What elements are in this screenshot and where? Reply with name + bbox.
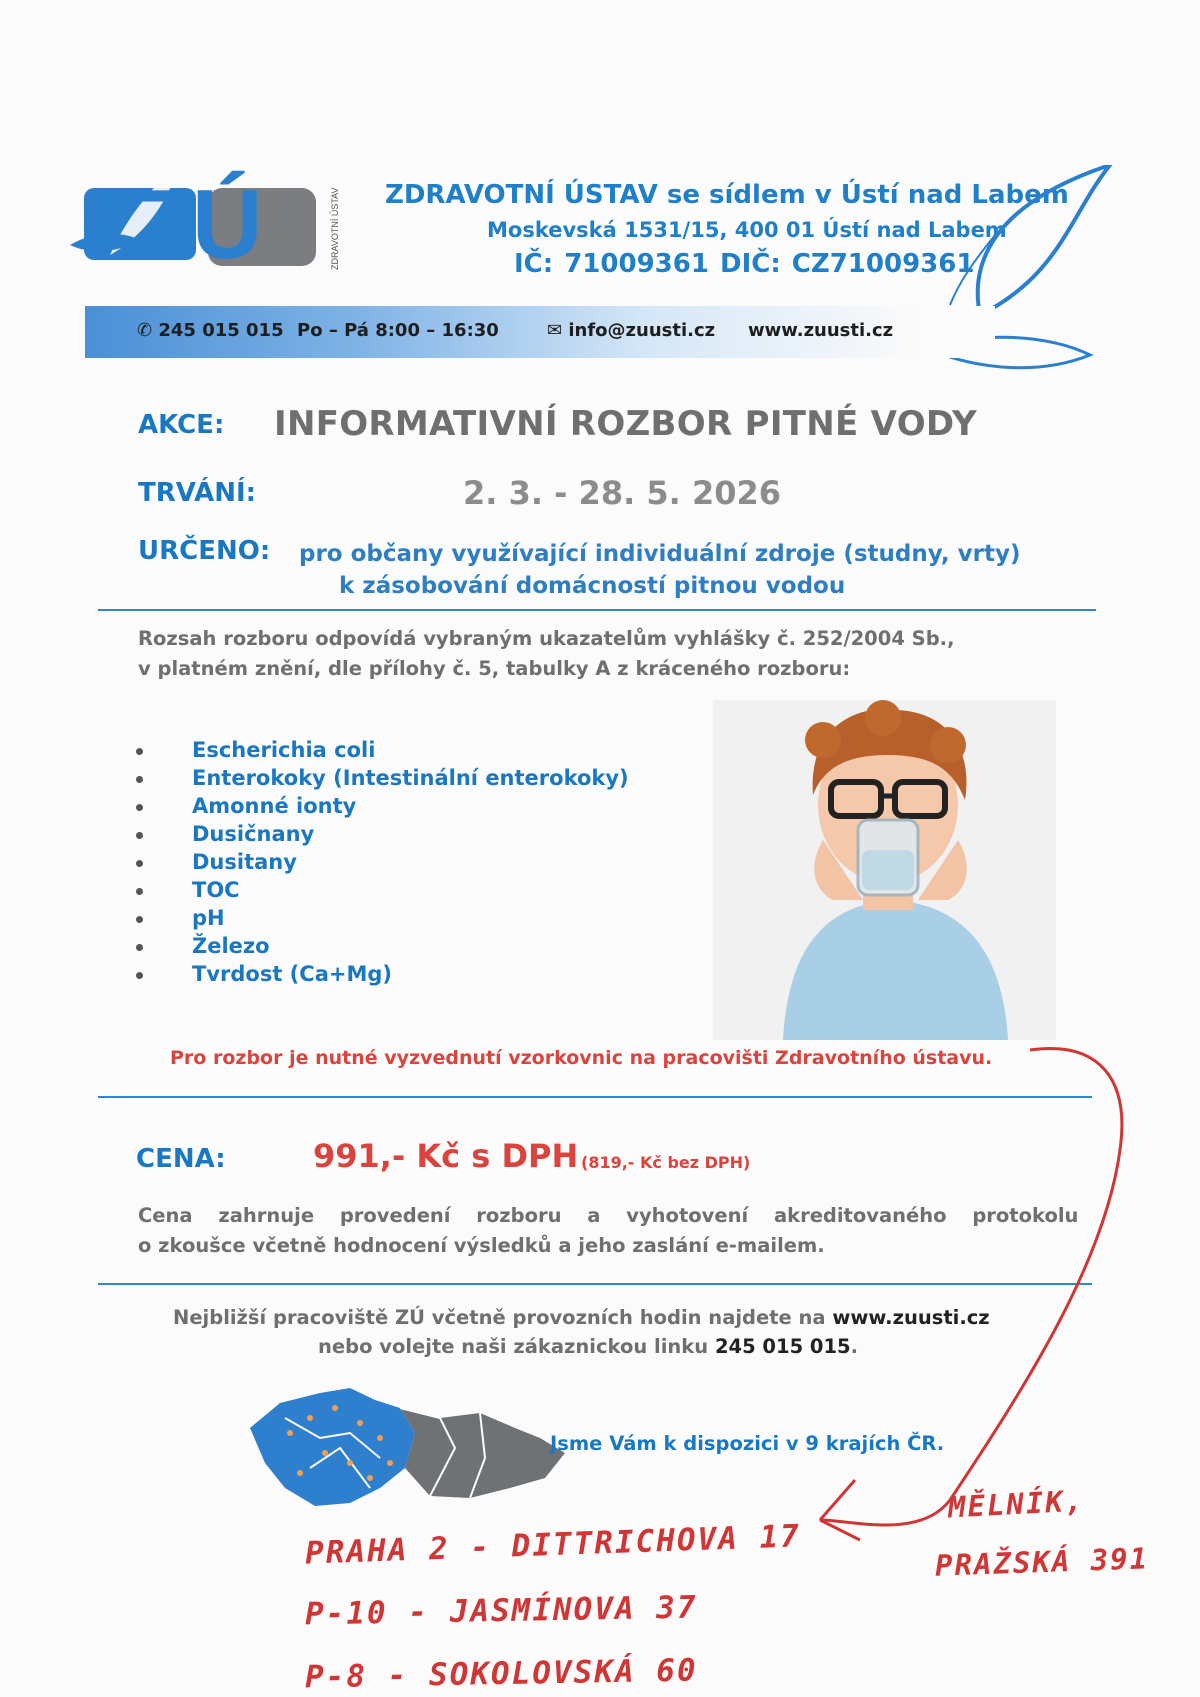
handwritten-praha2: PRAHA 2 - DITTRICHOVA 17 — [304, 1518, 802, 1572]
contact-phone[interactable]: ✆ 245 015 015 — [137, 320, 284, 341]
hair-curl — [805, 722, 841, 758]
bullet-icon — [136, 804, 143, 811]
contact-hours: Po – Pá 8:00 – 16:30 — [297, 320, 499, 341]
contact-bar — [85, 306, 995, 358]
bullet-icon — [136, 832, 143, 839]
trvani-value: 2. 3. - 28. 5. 2026 — [463, 474, 781, 512]
parameter-label: pH — [192, 906, 225, 930]
parameter-label: Železo — [192, 934, 270, 958]
divider — [98, 609, 1096, 611]
parameter-label: Escherichia coli — [192, 738, 376, 762]
location-marker-icon — [367, 1475, 373, 1481]
org-name: ZDRAVOTNÍ ÚSTAV se sídlem v Ústí nad Labem — [385, 180, 1069, 210]
urceno-line-1: pro občany využívající individuální zdroje (studny, vrty) — [299, 541, 1021, 567]
parameter-label: Dusičnany — [192, 822, 315, 846]
location-marker-icon — [287, 1430, 293, 1436]
nearest-text: Nejbližší pracoviště ZÚ včetně provozních hodin najdete na — [173, 1306, 833, 1329]
bullet-icon — [136, 944, 143, 951]
contact-web[interactable]: www.zuusti.cz — [748, 320, 894, 341]
nearest-phone[interactable]: 245 015 015 — [714, 1335, 851, 1358]
child-drinking-photo — [713, 700, 1056, 1040]
map-region-gray — [400, 1408, 565, 1498]
location-marker-icon — [322, 1450, 328, 1456]
bullet-icon — [136, 972, 143, 979]
urceno-line-2: k zásobování domácností pitnou vodou — [339, 573, 846, 599]
bullet-icon — [136, 888, 143, 895]
trvani-label: TRVÁNÍ: — [138, 478, 257, 508]
cena-label: CENA: — [136, 1144, 226, 1174]
parameter-label: Dusitany — [192, 850, 297, 874]
parameter-label: Amonné ionty — [192, 794, 357, 818]
contact-email[interactable]: ✉ info@zuusti.cz — [547, 320, 716, 341]
water — [862, 850, 914, 890]
cena-description-1: Cena zahrnuje provedení rozboru a vyhotovení akreditovaného protokolu — [138, 1204, 1079, 1227]
org-address: Moskevská 1531/15, 400 01 Ústí nad Labem — [487, 218, 1007, 242]
nearest-web-link[interactable]: www.zuusti.cz — [832, 1306, 990, 1329]
bullet-icon — [136, 860, 143, 867]
parameter-label: Enterokoky (Intestinální enterokoky) — [192, 766, 629, 790]
hair-curl — [865, 700, 901, 736]
cena-value: 991,- Kč s DPH — [313, 1137, 579, 1175]
parameter-label: TOC — [192, 878, 240, 902]
handwritten-prazska: PRAŽSKÁ 391 — [934, 1541, 1150, 1583]
akce-label: AKCE: — [138, 410, 225, 440]
bullet-icon — [136, 916, 143, 923]
location-marker-icon — [297, 1470, 303, 1476]
akce-title: INFORMATIVNÍ ROZBOR PITNÉ VODY — [274, 404, 977, 444]
location-marker-icon — [387, 1460, 393, 1466]
parameter-label: Tvrdost (Ca+Mg) — [192, 962, 392, 986]
arrow-stroke — [820, 1048, 1122, 1525]
scope-line-1: Rozsah rozboru odpovídá vybraným ukazatelům vyhlášky č. 252/2004 Sb., — [138, 627, 955, 650]
handwritten-p8: P-8 - SOKOLOVSKÁ 60 — [304, 1652, 698, 1696]
urceno-label: URČENO: — [138, 536, 271, 566]
location-marker-icon — [332, 1405, 338, 1411]
regions-note: Jsme Vám k dispozici v 9 krajích ČR. — [550, 1432, 945, 1455]
arrow-head — [820, 1480, 860, 1540]
handwritten-p10: P-10 - JASMÍNOVA 37 — [304, 1589, 698, 1633]
leaf-outline — [978, 165, 1110, 315]
handwritten-melnik: MĚLNÍK, — [947, 1483, 1086, 1525]
map-region-blue — [250, 1388, 415, 1506]
logo-text: ZÚ — [132, 169, 263, 279]
location-marker-icon — [377, 1435, 383, 1441]
bullet-icon — [136, 776, 143, 783]
location-marker-icon — [307, 1415, 313, 1421]
cena-net: (819,- Kč bez DPH) — [581, 1153, 751, 1172]
nearest-text: nebo volejte naši zákaznickou linku — [318, 1335, 715, 1358]
logo-side-text: ZDRAVOTNÍ ÚSTAV — [330, 187, 340, 270]
scope-line-2: v platném znění, dle přílohy č. 5, tabulky A z kráceného rozboru: — [138, 657, 851, 680]
nearest-period: . — [850, 1335, 859, 1358]
location-marker-icon — [357, 1420, 363, 1426]
cena-description-2: o zkoušce včetně hodnocení výsledků a jeho zaslání e-mailem. — [138, 1234, 825, 1257]
org-ids: IČ: 71009361 DIČ: CZ71009361 — [514, 249, 975, 279]
czech-map — [240, 1378, 580, 1518]
pickup-note: Pro rozbor je nutné vyzvednutí vzorkovnic na pracovišti Zdravotního ústavu. — [170, 1047, 993, 1069]
nearest-line-2 — [318, 1335, 858, 1358]
hair-curl — [930, 727, 966, 763]
location-marker-icon — [347, 1460, 353, 1466]
zu-logo — [70, 160, 350, 290]
bullet-icon — [136, 748, 143, 755]
